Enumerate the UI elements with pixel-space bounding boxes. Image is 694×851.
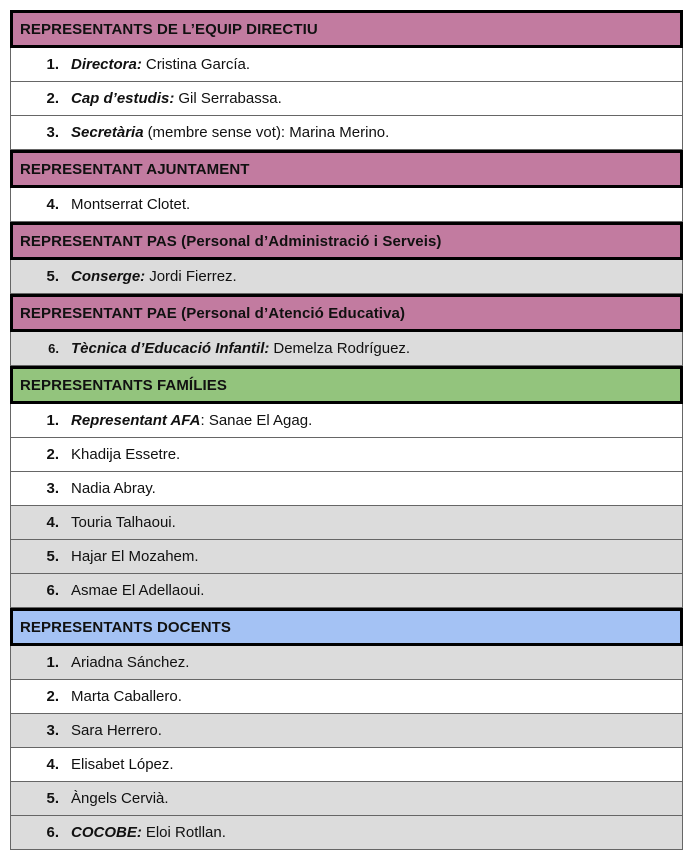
member-name: Demelza Rodríguez.: [273, 340, 411, 357]
section-title: REPRESENTANTS FAMÍLIES: [20, 376, 227, 394]
member-number: 2.: [46, 688, 59, 705]
member-name: Montserrat Clotet.: [71, 196, 191, 213]
section-header: [10, 294, 683, 332]
member-number: 5.: [46, 548, 59, 565]
member-content: [71, 654, 189, 671]
member-number: 4.: [46, 514, 59, 531]
member-content: [71, 790, 169, 807]
member-role-label: COCOBE:: [71, 824, 142, 841]
member-number: 1.: [46, 412, 59, 429]
member-content: [71, 196, 190, 213]
member-content: [71, 412, 312, 429]
section-header: [10, 10, 683, 48]
member-content: [71, 90, 282, 107]
section-title: REPRESENTANT PAE (Personal d’Atenció Educativa): [20, 304, 406, 322]
member-row: [10, 472, 683, 506]
section-header: [10, 150, 683, 188]
member-name: Àngels Cervià.: [71, 790, 169, 807]
member-number: 4.: [46, 756, 59, 773]
member-name: Gil Serrabassa.: [178, 90, 282, 107]
member-row: [10, 82, 683, 116]
section-title: REPRESENTANT PAS (Personal d’Administració i Serveis): [20, 232, 442, 250]
member-row: [10, 506, 683, 540]
member-role-label: Conserge:: [71, 268, 146, 285]
member-row: [10, 404, 683, 438]
member-number: 2.: [46, 446, 59, 463]
council-members-table: [10, 10, 683, 850]
member-name: Jordi Fierrez.: [149, 268, 237, 285]
member-number: 5.: [46, 268, 59, 285]
member-number: 6.: [48, 341, 59, 356]
section-title: REPRESENTANTS DE L’EQUIP DIRECTIU: [20, 20, 318, 38]
member-name: Marta Caballero.: [71, 688, 182, 705]
member-row: [10, 646, 683, 680]
member-name: : Sanae El Agag.: [200, 412, 313, 429]
member-row: [10, 540, 683, 574]
member-name: Asmae El Adellaoui.: [71, 582, 205, 599]
section-title: REPRESENTANT AJUNTAMENT: [20, 160, 250, 178]
member-content: [71, 268, 237, 285]
member-name: Eloi Rotllan.: [145, 824, 226, 841]
member-content: [71, 340, 410, 357]
member-content: [71, 480, 156, 497]
member-number: 6.: [46, 824, 59, 841]
member-number: 1.: [46, 56, 59, 73]
member-name: Hajar El Mozahem.: [71, 548, 199, 565]
member-number: 1.: [46, 654, 59, 671]
member-number: 4.: [46, 196, 59, 213]
member-number: 3.: [46, 124, 59, 141]
member-content: [71, 824, 226, 841]
member-row: [10, 680, 683, 714]
member-row: [10, 816, 683, 850]
member-role-label: Secretària: [71, 124, 144, 141]
member-name: Sara Herrero.: [71, 722, 162, 739]
member-number: 6.: [46, 582, 59, 599]
member-name: Cristina García.: [145, 56, 251, 73]
member-name: Khadija Essetre.: [71, 446, 181, 463]
member-number: 3.: [46, 480, 59, 497]
member-row: [10, 574, 683, 608]
member-number: 3.: [46, 722, 59, 739]
member-row: [10, 438, 683, 472]
member-row: [10, 116, 683, 150]
section-header: [10, 366, 683, 404]
member-name: Elisabet López.: [71, 756, 174, 773]
section-header: [10, 608, 683, 646]
member-row: [10, 188, 683, 222]
member-content: [71, 688, 182, 705]
section-header: [10, 222, 683, 260]
member-content: [71, 582, 204, 599]
member-content: [71, 722, 162, 739]
member-content: [71, 56, 250, 73]
member-number: 2.: [46, 90, 59, 107]
member-row: [10, 782, 683, 816]
member-name: (membre sense vot): Marina Merino.: [147, 124, 390, 141]
member-role-label: Cap d’estudis:: [71, 90, 175, 107]
section-title: REPRESENTANTS DOCENTS: [20, 618, 232, 636]
member-content: [71, 446, 180, 463]
member-role-label: Tècnica d’Educació Infantil:: [71, 340, 270, 357]
member-row: [10, 260, 683, 294]
member-row: [10, 48, 683, 82]
member-content: [71, 514, 176, 531]
member-row: [10, 332, 683, 366]
member-name: Ariadna Sánchez.: [71, 654, 190, 671]
member-name: Touria Talhaoui.: [71, 514, 176, 531]
member-role-label: Directora:: [71, 56, 142, 73]
member-number: 5.: [46, 790, 59, 807]
member-row: [10, 748, 683, 782]
member-content: [71, 124, 389, 141]
member-name: Nadia Abray.: [71, 480, 156, 497]
member-row: [10, 714, 683, 748]
member-content: [71, 548, 199, 565]
member-role-label: Representant AFA: [71, 412, 201, 429]
member-content: [71, 756, 174, 773]
